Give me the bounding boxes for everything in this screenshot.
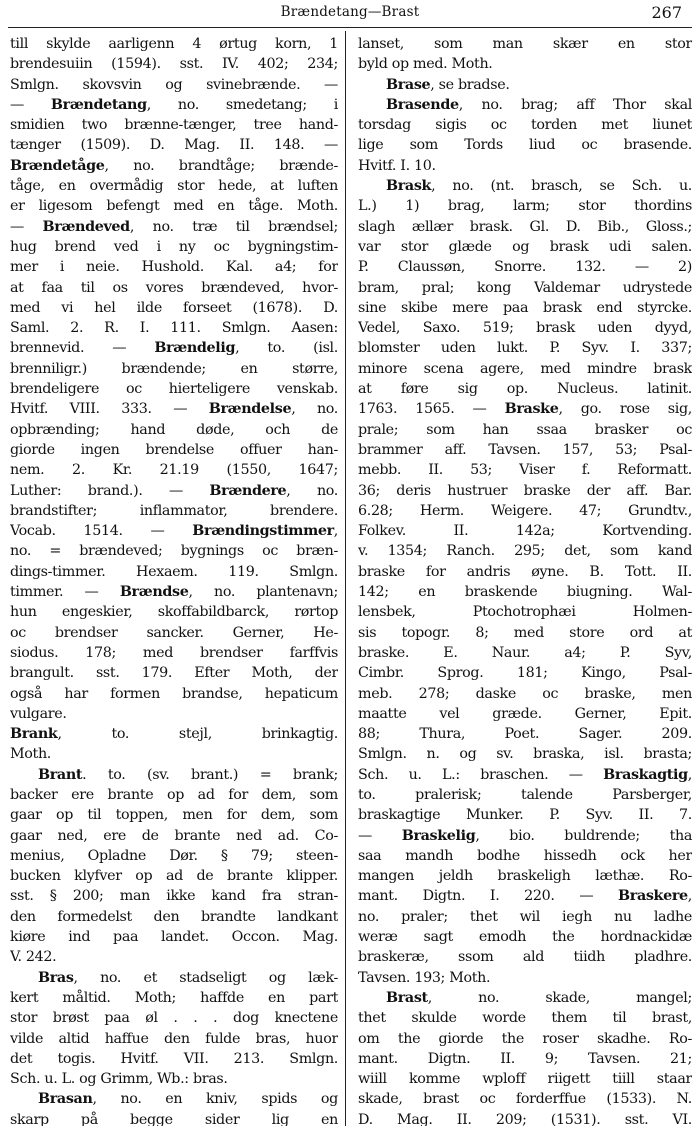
text-line: Smlgn. skovsvin og svinebrænde. — <box>10 76 338 93</box>
headword: Brask <box>386 178 432 195</box>
text-line: bucken klyfver op ad de brante klipper. <box>10 868 338 885</box>
text-line: Cimbr. Sprog. 181; Kingo, Psal- <box>358 665 692 682</box>
text-line: wiill komme wploff riigett tiill staar <box>358 1071 692 1088</box>
headword: Brændelig <box>154 340 236 357</box>
text-line: — Brændetang, no. smedetang; i <box>10 96 338 113</box>
text-line: thet skulde worde them til brast, <box>358 1010 692 1027</box>
text-line: Folkev. II. 142a; Kortvending. <box>358 523 692 540</box>
text-line: sst. § 200; man ikke kand fra stran- <box>10 888 338 905</box>
text-line: torsdag sigis oc torden met liunet <box>358 117 692 134</box>
text-line: tåge, en overmådig stor hede, at luften <box>10 178 338 195</box>
text-line: brammer aff. Tavsen. 157, 53; Psal- <box>358 441 692 458</box>
text-line: lanset, som man skær en stor <box>358 36 692 52</box>
text-line: Vocab. 1514. — Brændingstimmer, <box>10 523 338 540</box>
text-line: opbrænding; hand døde, och de <box>10 421 338 438</box>
text-line: vilde altid haffue den fulde bras, huor <box>10 1030 338 1047</box>
text-line: 1763. 1565. — Braske, go. rose sig, <box>358 401 692 418</box>
text-line: Brant. to. (sv. brant.) = brank; <box>38 766 338 783</box>
text-line: L.) 1) brag, larm; stor thordins <box>358 198 692 215</box>
text-line: Bras, no. et stadseligt og læk- <box>38 969 338 986</box>
text-line: brendesuiin (1594). sst. IV. 402; 234; <box>10 56 338 73</box>
text-line: smidien two brænne-tænger, tree hand- <box>10 117 338 134</box>
headword: Braskelig <box>401 827 476 844</box>
headword: Brændelse <box>208 401 292 418</box>
text-line: — Braskelig, bio. buldrende; tha <box>358 827 692 844</box>
text-line: Brase, se bradse. <box>386 76 510 93</box>
text-line: V. 242. <box>10 949 57 966</box>
text-line: Brasende, no. brag; aff Thor skal <box>386 96 692 113</box>
text-line: — Brændeved, no. træ til brændsel; <box>10 218 338 235</box>
text-line: 6.28; Herm. Weigere. 47; Grundtv., <box>358 502 692 519</box>
headword: Brændetang <box>50 96 147 113</box>
text-line: maatte vel græde. Gerner, Epit. <box>358 705 692 722</box>
text-line: Brændetåge, no. brandtåge; brænde- <box>10 157 338 174</box>
text-line: brandstifter; inflammator, brendere. <box>10 502 338 519</box>
left-column <box>10 34 338 1126</box>
text-line: brangult. sst. 179. Efter Moth, der <box>10 665 338 682</box>
text-line: saa mandh bodhe hissedh ock her <box>358 847 692 864</box>
headword: Braske <box>504 401 559 418</box>
text-line: at faa til os vores brændeved, hvor- <box>10 279 338 296</box>
text-line: D. Mag. II. 209; (1531). sst. VI. <box>358 1111 692 1126</box>
text-line: Luther: brand.). — Brændere, no. <box>10 482 338 499</box>
column-divider <box>345 31 346 1126</box>
text-line: brenniligr.) brændende; en større, <box>10 360 338 377</box>
text-line: mant. Digtn. I. 220. — Braskere, <box>358 888 692 905</box>
text-line: lige som Tords liud oc brasende. <box>358 137 692 154</box>
text-line: mer i neie. Hushold. Kal. a4; for <box>10 259 338 276</box>
text-line: slagh ællær brask. Gl. D. Bib., Gloss.; <box>358 218 692 235</box>
text-line: er ligesom befengt med en tåge. Moth. <box>10 198 338 215</box>
text-line: Saml. 2. R. I. 111. Smlgn. Aasen: <box>10 320 338 337</box>
headword: Brasende <box>386 96 459 113</box>
text-line: P. Claussøn, Snorre. 132. — 2) <box>358 259 692 276</box>
text-line: gaar ned, ere de brante ned ad. Co- <box>10 827 338 844</box>
page-header <box>0 0 700 26</box>
text-line: Vedel, Saxo. 519; brask uden dyyd, <box>358 320 692 337</box>
text-line: Brank, to. stejl, brinkagtig. <box>10 726 338 743</box>
headword: Brase <box>386 76 431 93</box>
text-line: at føre sig op. Nucleus. latinit. <box>358 381 692 398</box>
text-line: kiøre ind paa landet. Occon. Mag. <box>10 929 338 946</box>
text-line: to. pralerisk; talende Parsberger, <box>358 786 692 803</box>
text-line: dings-timmer. Hexaem. 119. Smlgn. <box>10 563 338 580</box>
running-title: Brændetang—Brast <box>280 4 420 20</box>
text-line: Brast, no. skade, mangel; <box>386 989 692 1006</box>
text-line: braskagtige Munker. P. Syv. II. 7. <box>358 807 692 824</box>
text-line: Moth. <box>10 746 51 763</box>
text-line: også har formen brandse, hepaticum <box>10 685 338 702</box>
text-line: 36; deris hustruer braske der aff. Bar. <box>358 482 692 499</box>
text-line: den formedelst den brandte landkant <box>10 908 338 925</box>
text-line: kert måltid. Moth; haffde en part <box>10 989 338 1006</box>
text-line: braske. E. Naur. a4; P. Syv, <box>358 644 692 661</box>
header-rule <box>8 27 692 28</box>
text-line: 88; Thura, Poet. Sager. 209. <box>358 726 692 743</box>
headword: Brændse <box>119 584 189 601</box>
text-line: no. praler; thet wil iegh nu ladhe <box>358 908 692 925</box>
text-line: till skylde aarligenn 4 ørtug korn, 1 <box>10 36 338 52</box>
headword: Braskagtig <box>603 766 688 783</box>
text-line: nem. 2. Kr. 21.19 (1550, 1647; <box>10 462 338 479</box>
text-line: Hvitf. I. 10. <box>358 157 436 174</box>
headword: Brank <box>10 726 58 743</box>
text-line: 142; en braskende biugning. Wal- <box>358 584 692 601</box>
text-line: sis topogr. 8; med store ord at <box>358 624 692 641</box>
text-line: det togis. Hvitf. VII. 213. Smlgn. <box>10 1050 338 1067</box>
text-line: blomster uden lukt. P. Syv. I. 337; <box>358 340 692 357</box>
text-line: siodus. 178; med brendser farffvis <box>10 644 338 661</box>
headword: Brast <box>386 989 428 1006</box>
text-line: Sch. u. L.: braschen. — Braskagtig, <box>358 766 692 783</box>
text-line: Brasan, no. en kniv, spids og <box>38 1091 338 1108</box>
headword: Brasan <box>38 1091 93 1108</box>
text-line: bram, pral; kong Valdemar udrystede <box>358 279 692 296</box>
headword: Brændetåge <box>10 157 105 174</box>
text-line: mangen jeldh braskeligh læthæ. Ro- <box>358 868 692 885</box>
text-line: Sch. u. L. og Grimm, Wb.: bras. <box>10 1071 228 1088</box>
text-line: med vi hel ilde forseet (1678). D. <box>10 299 338 316</box>
text-line: om the giorde the roser skadhe. Ro- <box>358 1030 692 1047</box>
right-column <box>358 34 692 1126</box>
headword: Brændere <box>209 482 287 499</box>
text-line: menius, Opladne Dør. § 79; steen- <box>10 847 338 864</box>
text-line: hug brend ved i ny oc bygningstim- <box>10 238 338 255</box>
text-line: stor brøst paa øl . . . dog knectene <box>10 1010 338 1027</box>
text-line: mebb. II. 53; Viser f. Reformatt. <box>358 462 692 479</box>
text-line: no. = brændeved; bygnings oc bræn- <box>10 543 338 560</box>
text-line: var stor glæde og brask udi salen. <box>358 238 692 255</box>
text-line: prale; som han ssaa brasker oc <box>358 421 692 438</box>
text-line: tænger (1509). D. Mag. II. 148. — <box>10 137 338 154</box>
text-line: byld op med. Moth. <box>358 56 493 73</box>
headword: Brændingstimmer <box>192 523 334 540</box>
headword: Bras <box>38 969 74 986</box>
text-line: meb. 278; daske oc braske, men <box>358 685 692 702</box>
text-line: backer ere brante op ad for dem, som <box>10 786 338 803</box>
text-line: Smlgn. n. og sv. braska, isl. brasta; <box>358 746 692 763</box>
text-line: skarp på begge sider lig en <box>10 1111 338 1126</box>
text-line: hun engeskier, skoffabildbarck, rørtop <box>10 604 338 621</box>
text-line: oc brendser sancker. Gerner, He- <box>10 624 338 641</box>
text-line: Brask, no. (nt. brasch, se Sch. u. <box>386 178 692 195</box>
page-number: 267 <box>651 3 682 22</box>
text-line: skade, brast oc forderffue (1533). N. <box>358 1091 692 1108</box>
text-line: brendeligere oc hierteligere venskab. <box>10 381 338 398</box>
text-line: Hvitf. VIII. 333. — Brændelse, no. <box>10 401 338 418</box>
headword: Brant <box>38 766 83 783</box>
text-line: mant. Digtn. II. 9; Tavsen. 21; <box>358 1050 692 1067</box>
text-line: brennevid. — Brændelig, to. (isl. <box>10 340 338 357</box>
text-line: sine skibe mere paa brask end styrcke. <box>358 299 692 316</box>
headword: Braskere <box>618 888 688 905</box>
text-line: braske for andris øyne. B. Tott. II. <box>358 563 692 580</box>
text-line: braskeræ, ssom ald tiidh pladhre. <box>358 949 692 966</box>
headword: Brændeved <box>42 218 130 235</box>
text-line: gaar op til toppen, men for dem, som <box>10 807 338 824</box>
text-line: vulgare. <box>10 705 67 722</box>
text-line: Tavsen. 193; Moth. <box>358 969 491 986</box>
text-line: v. 1354; Ranch. 295; det, som kand <box>358 543 692 560</box>
text-line: weræ sagt emodh the hordnackidæ <box>358 929 692 946</box>
text-line: timmer. — Brændse, no. plantenavn; <box>10 584 338 601</box>
text-line: minore scena agere, med mindre brask <box>358 360 692 377</box>
text-line: giorde ingen brendelse offuer han- <box>10 441 338 458</box>
text-line: lensbek, Ptochotrophæi Holmen- <box>358 604 692 621</box>
